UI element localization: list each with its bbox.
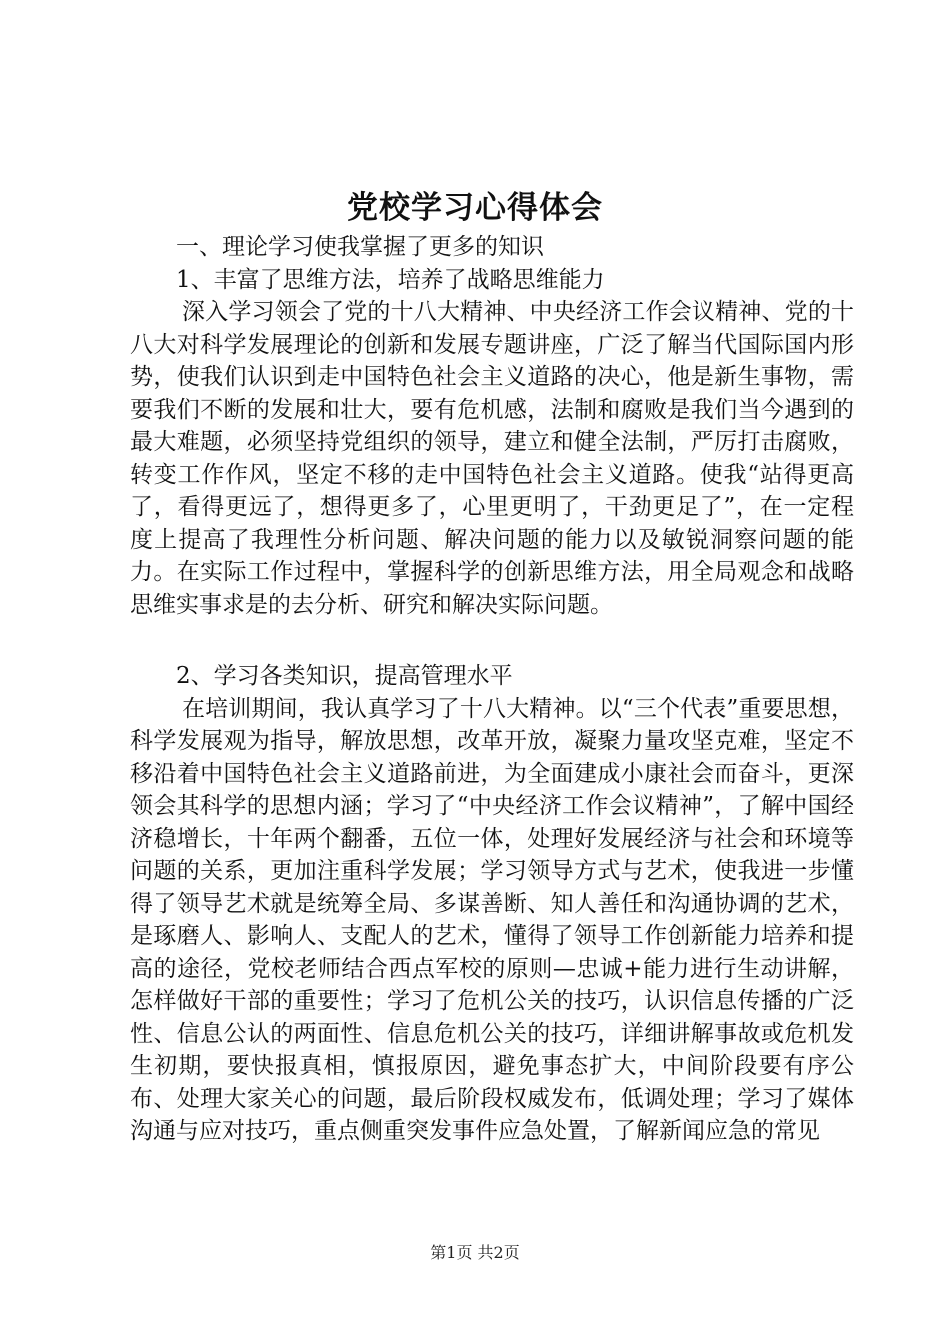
paragraph-1: 深入学习领会了党的十八大精神、中央经济工作会议精神、党的十八大对科学发展理论的创新和发展专题讲座，广泛了解当代国际国内形势，使我们认识到走中国特色社会主义道路的决心，他是新生事物，需要我们不断的发展和壮大，要有危机感，法制和腐败是我们当今遇到的最大难题，必须坚持党组织的领导，建立和健全法制，严厉打击腐败，转变工作作风，坚定不移的走中国特色社会主义道路。使我“站得更高了，看得更远了，想得更多了，心里更明了，干劲更足了”，在一定程度上提高了我理性分析问题、解决问题的能力以及敏锐洞察问题的能力。在实际工作过程中，掌握科学的创新思维方法，用全局观念和战略思维实事求是的去分析、研究和解决实际问题。 [130, 299, 854, 618]
section-1-block [130, 231, 854, 621]
section-heading: 一、理论学习使我掌握了更多的知识 [176, 234, 544, 260]
section-2-block [130, 660, 854, 1148]
paragraph-2: 在培训期间，我认真学习了十八大精神。以“三个代表”重要思想，科学发展观为指导，解放思想，改革开放，凝聚力量攻坚克难，坚定不移沿着中国特色社会主义道路前进，为全面建成小康社会而奋斗，更深领会其科学的思想内涵；学习了“中央经济工作会议精神”，了解中国经济稳增长，十年两个翻番，五位一体，处理好发展经济与社会和环境等问题的关系，更加注重科学发展；学习领导方式与艺术，使我进一步懂得了领导艺术就是统筹全局、多谋善断、知人善任和沟通协调的艺术，是琢磨人、影响人、支配人的艺术，懂得了领导工作创新能力培养和提高的途径，党校老师结合西点军校的原则—忠诚+能力进行生动讲解，怎样做好干部的重要性；学习了危机公关的技巧，认识信息传播的广泛性、信息公认的两面性、信息危机公关的技巧，详细讲解事故或危机发生初期，要快报真相，慎报原因，避免事态扩大，中间阶段要有序公布、处理大家关心的问题，最后阶段权威发布，低调处理；学习了媒体沟通与应对技巧，重点侧重突发事件应急处置，了解新闻应急的常见 [130, 695, 854, 1144]
subsection-heading-1: 1、丰富了思维方法，培养了战略思维能力 [176, 266, 605, 293]
page-footer: 第1页 共2页 [430, 1243, 520, 1262]
document-title: 党校学习心得体会 [347, 190, 603, 226]
subsection-heading-2: 2、学习各类知识，提高管理水平 [176, 663, 513, 689]
